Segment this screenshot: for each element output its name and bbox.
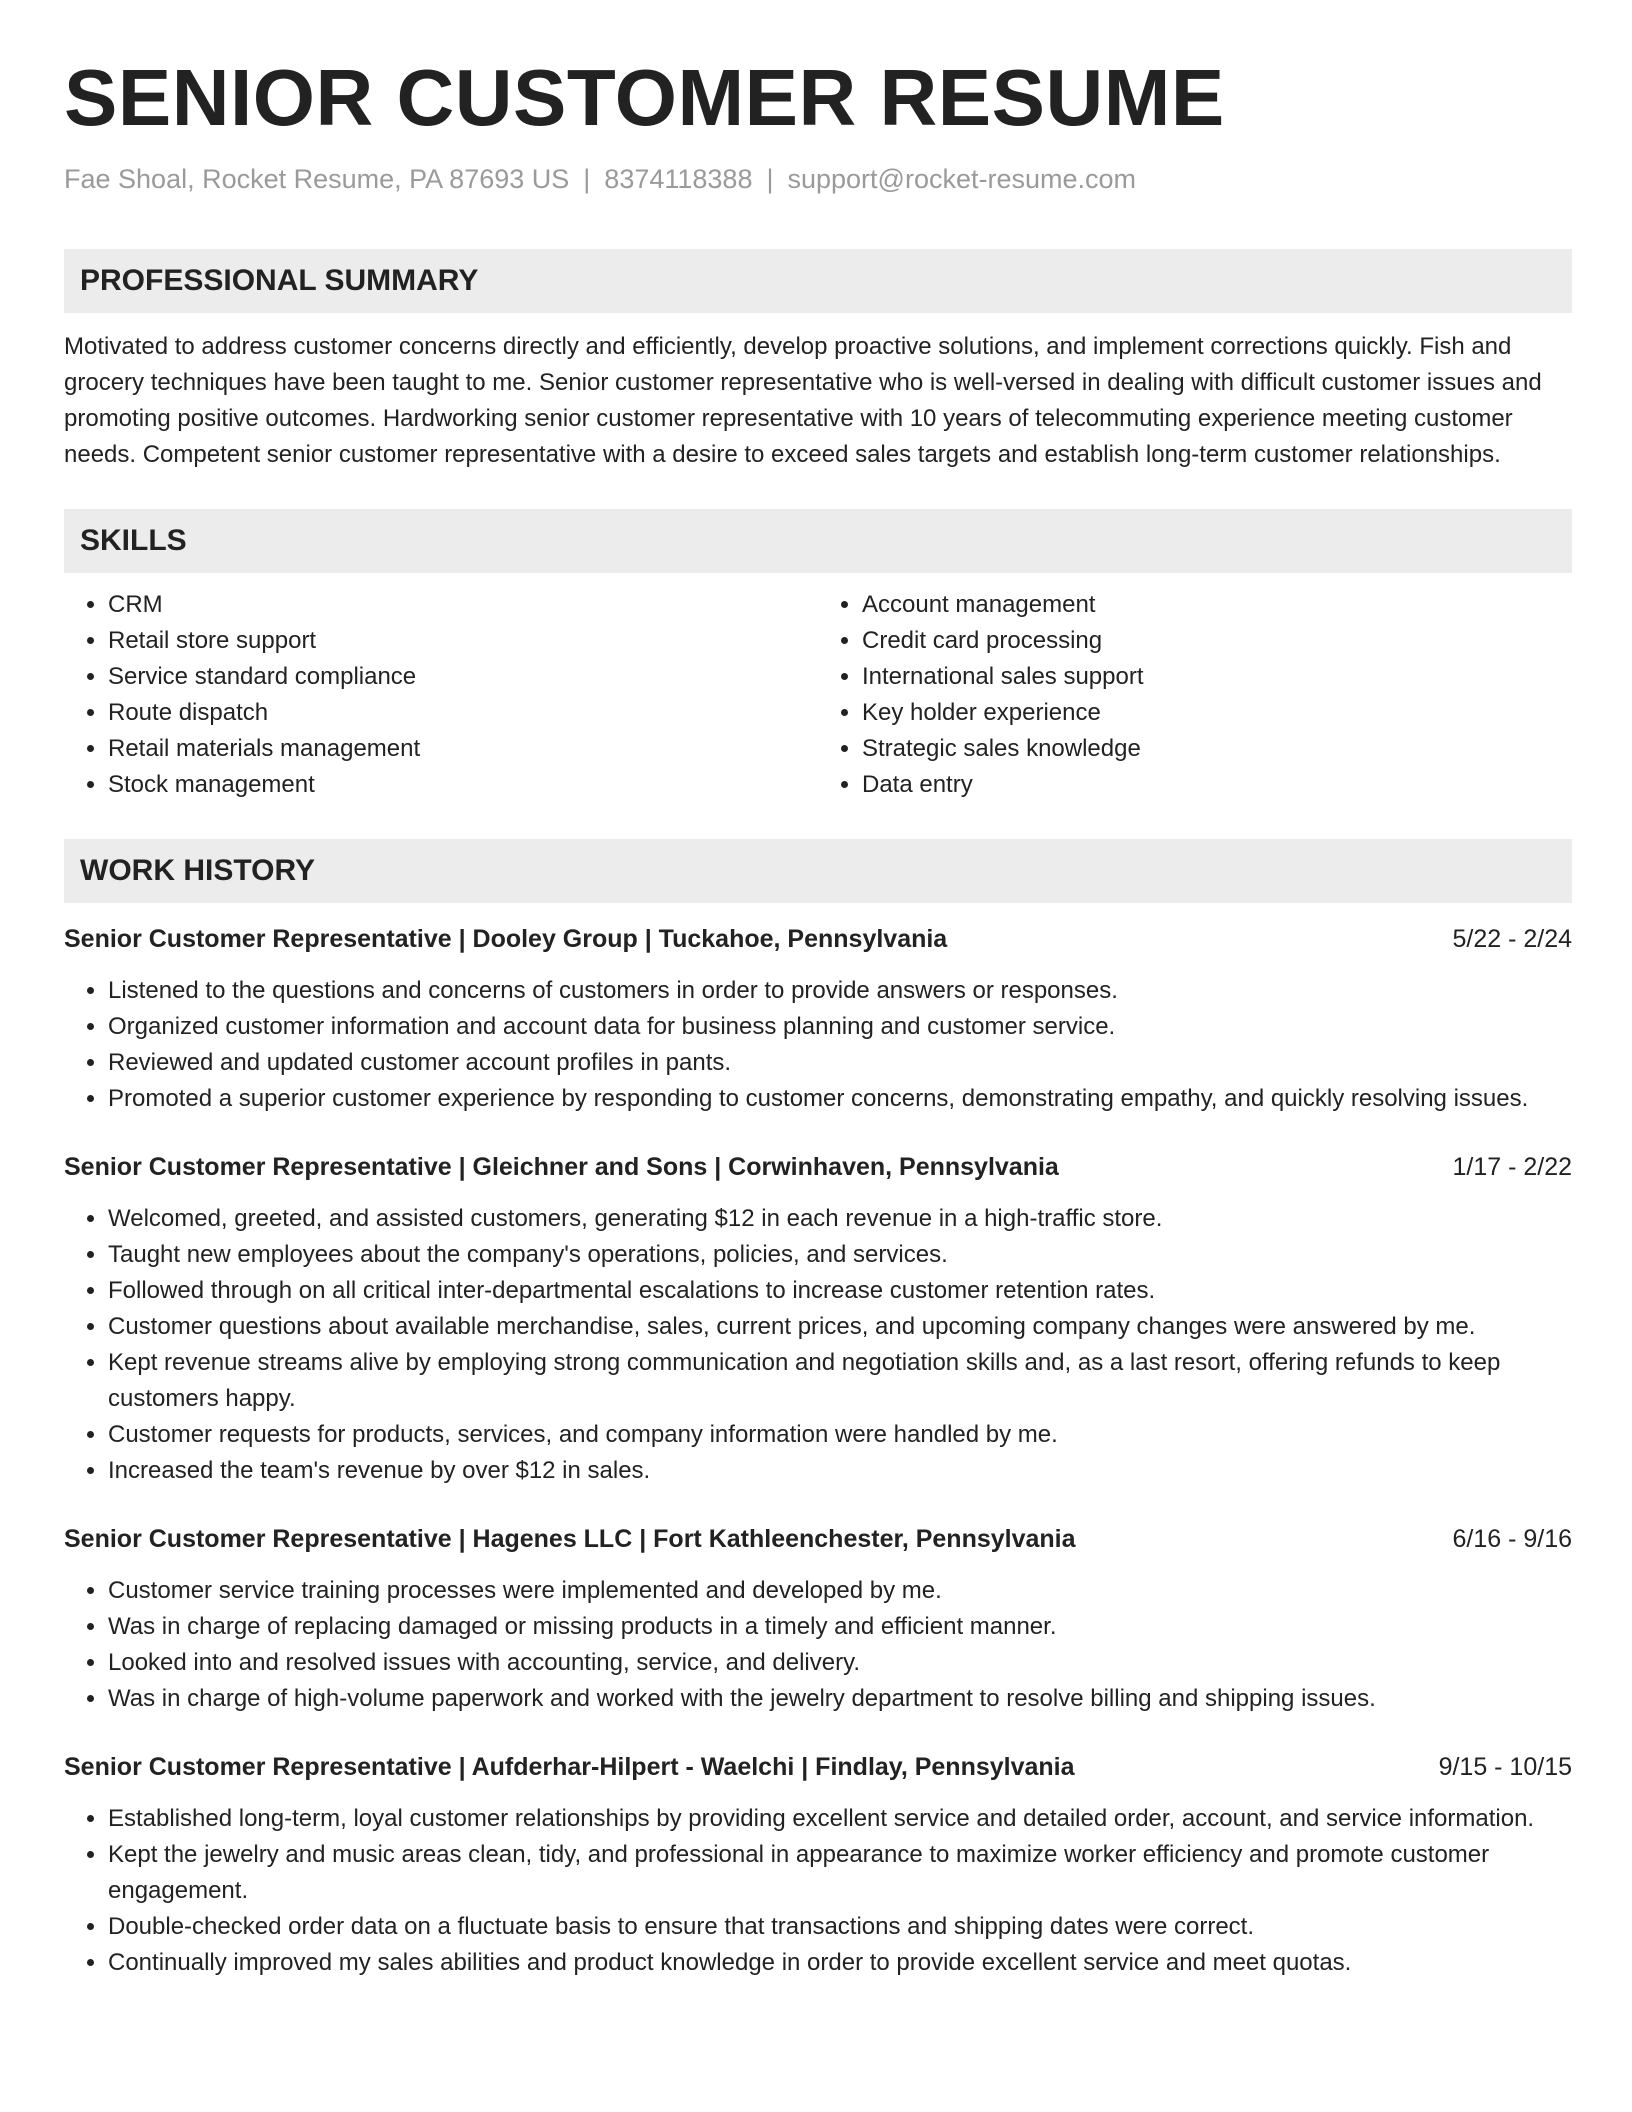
job-bullet: • Customer service training processes were implemented and developed by me. bbox=[108, 1573, 1572, 1609]
job-bullet: • Double-checked order data on a fluctuate basis to ensure that transactions and shipping dates were correct. bbox=[108, 1909, 1572, 1945]
job-bullet: • Promoted a superior customer experience by responding to customer concerns, demonstrating empathy, and quickly resolving issues. bbox=[108, 1081, 1572, 1117]
job-title: Senior Customer Representative | Hagenes LLC | Fort Kathleenchester, Pennsylvania bbox=[64, 1525, 1076, 1554]
job-bullet: • Customer questions about available merchandise, sales, current prices, and upcoming company changes were answered by me. bbox=[108, 1309, 1572, 1345]
job-bullet: • Followed through on all critical inter-departmental escalations to increase customer retention rates. bbox=[108, 1273, 1572, 1309]
skill-item: • Key holder experience bbox=[862, 695, 1572, 731]
job-bullet: • Kept the jewelry and music areas clean, tidy, and professional in appearance to maximize worker efficiency and promote customer engagement. bbox=[108, 1837, 1572, 1909]
skill-item: • Data entry bbox=[862, 767, 1572, 803]
job-bullet: • Established long-term, loyal customer relationships by providing excellent service and detailed order, account, and service information. bbox=[108, 1801, 1572, 1837]
job-title: Senior Customer Representative | Gleichner and Sons | Corwinhaven, Pennsylvania bbox=[64, 1153, 1059, 1182]
job-dates: 6/16 - 9/16 bbox=[1452, 1525, 1572, 1554]
skill-item: • Route dispatch bbox=[108, 695, 818, 731]
job-bullet: • Was in charge of replacing damaged or missing products in a timely and efficient manner. bbox=[108, 1609, 1572, 1645]
job-entry bbox=[64, 1521, 1572, 1717]
job-header bbox=[64, 921, 1572, 957]
job-bullet: • Looked into and resolved issues with accounting, service, and delivery. bbox=[108, 1645, 1572, 1681]
job-header bbox=[64, 1521, 1572, 1557]
job-title: Senior Customer Representative | Aufderhar-Hilpert - Waelchi | Findlay, Pennsylvania bbox=[64, 1753, 1075, 1782]
skills-column-left bbox=[64, 587, 818, 803]
contact-email: support@rocket-resume.com bbox=[787, 164, 1137, 194]
contact-separator: | bbox=[583, 164, 591, 194]
skill-item: • Retail materials management bbox=[108, 731, 818, 767]
job-dates: 5/22 - 2/24 bbox=[1452, 925, 1572, 954]
job-entry bbox=[64, 1749, 1572, 1981]
skill-item: • Stock management bbox=[108, 767, 818, 803]
job-bullet: • Kept revenue streams alive by employing strong communication and negotiation skills and, as a last resort, offering refunds to keep customers happy. bbox=[108, 1345, 1572, 1417]
job-entry bbox=[64, 921, 1572, 1117]
job-bullets bbox=[64, 973, 1572, 1117]
job-bullet: • Taught new employees about the company's operations, policies, and services. bbox=[108, 1237, 1572, 1273]
section-heading-work-history: WORK HISTORY bbox=[64, 839, 1572, 903]
skill-item: • Credit card processing bbox=[862, 623, 1572, 659]
skill-item: • Strategic sales knowledge bbox=[862, 731, 1572, 767]
job-bullet: • Customer requests for products, services, and company information were handled by me. bbox=[108, 1417, 1572, 1453]
skill-item: • Retail store support bbox=[108, 623, 818, 659]
job-bullet: • Continually improved my sales abilities and product knowledge in order to provide excellent service and meet quotas. bbox=[108, 1945, 1572, 1981]
job-bullet: • Listened to the questions and concerns of customers in order to provide answers or responses. bbox=[108, 973, 1572, 1009]
skill-item: • Service standard compliance bbox=[108, 659, 818, 695]
contact-line bbox=[64, 162, 1572, 197]
job-bullets bbox=[64, 1573, 1572, 1717]
job-bullet: • Organized customer information and account data for business planning and customer service. bbox=[108, 1009, 1572, 1045]
job-bullets bbox=[64, 1801, 1572, 1981]
contact-address: Fae Shoal, Rocket Resume, PA 87693 US bbox=[64, 164, 570, 194]
skill-item: • CRM bbox=[108, 587, 818, 623]
contact-separator: | bbox=[766, 164, 774, 194]
contact-phone: 8374118388 bbox=[604, 164, 753, 194]
section-heading-summary: PROFESSIONAL SUMMARY bbox=[64, 249, 1572, 313]
section-heading-skills: SKILLS bbox=[64, 509, 1572, 573]
skill-item: • International sales support bbox=[862, 659, 1572, 695]
skills-column-right bbox=[818, 587, 1572, 803]
job-bullet: • Welcomed, greeted, and assisted customers, generating $12 in each revenue in a high-traffic store. bbox=[108, 1201, 1572, 1237]
job-bullet: • Increased the team's revenue by over $12 in sales. bbox=[108, 1453, 1572, 1489]
job-bullet: • Reviewed and updated customer account profiles in pants. bbox=[108, 1045, 1572, 1081]
summary-text: Motivated to address customer concerns directly and efficiently, develop proactive solutions, and implement corrections quickly. Fish and grocery techniques have been taught to me. Senior customer representative who is well-versed in dealing with difficult customer issues and promoting positive outcomes. Hardworking senior customer representative with 10 years of telecommuting experience meeting customer needs. Competent senior customer representative with a desire to exceed sales targets and establish long-term customer relationships. bbox=[64, 333, 1542, 469]
job-header bbox=[64, 1149, 1572, 1185]
job-dates: 9/15 - 10/15 bbox=[1438, 1753, 1572, 1782]
skill-item: • Account management bbox=[862, 587, 1572, 623]
job-bullet: • Was in charge of high-volume paperwork and worked with the jewelry department to resolve billing and shipping issues. bbox=[108, 1681, 1572, 1717]
resume-title: SENIOR CUSTOMER RESUME bbox=[64, 53, 1225, 142]
skills-list bbox=[64, 587, 1572, 803]
job-title: Senior Customer Representative | Dooley Group | Tuckahoe, Pennsylvania bbox=[64, 925, 948, 954]
job-header bbox=[64, 1749, 1572, 1785]
job-dates: 1/17 - 2/22 bbox=[1452, 1153, 1572, 1182]
job-bullets bbox=[64, 1201, 1572, 1489]
job-entry bbox=[64, 1149, 1572, 1489]
